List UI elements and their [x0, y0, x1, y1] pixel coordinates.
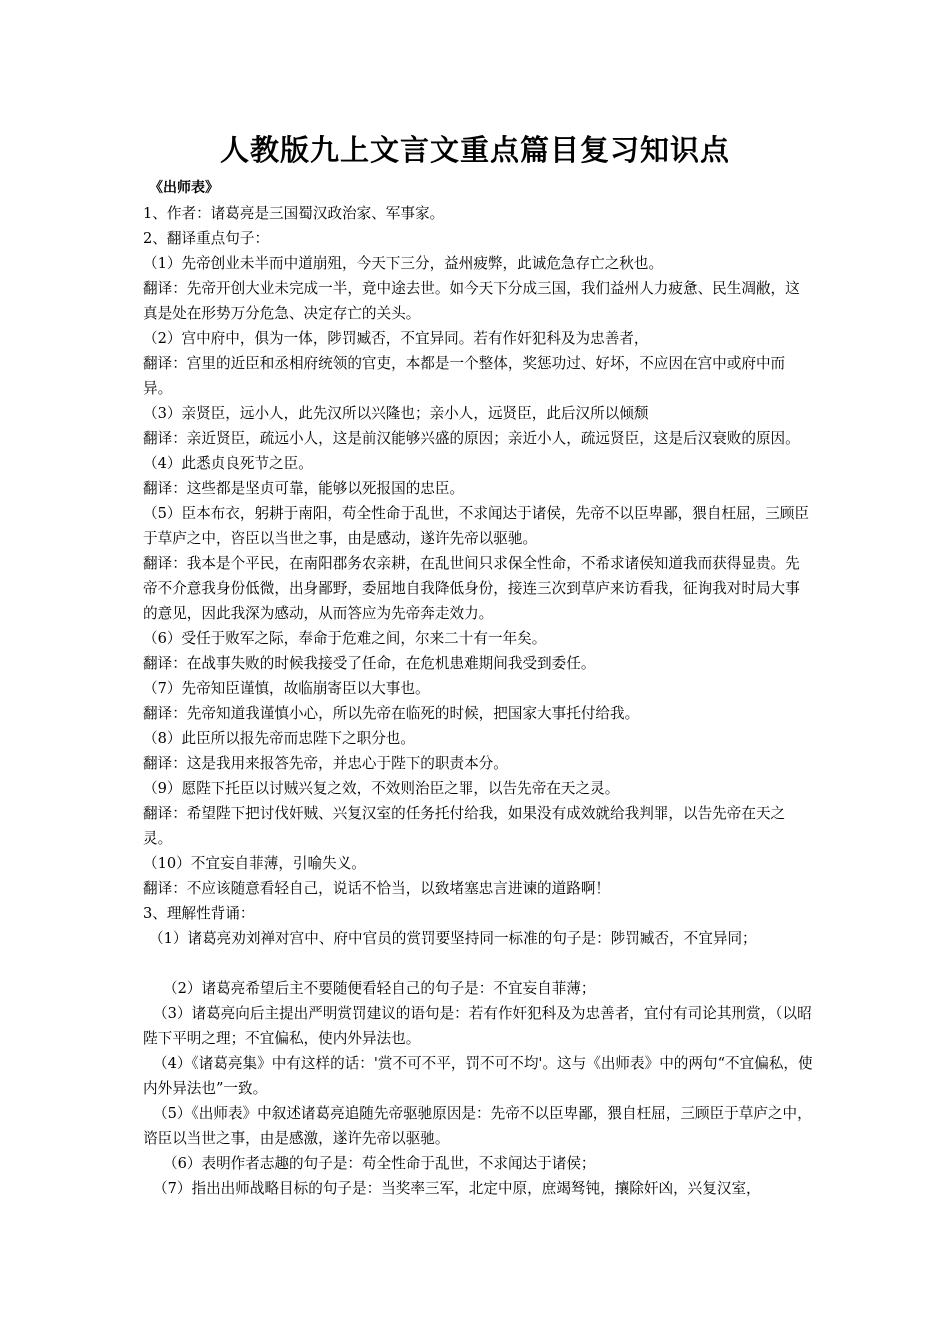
blank-line	[143, 951, 813, 976]
text-line: 翻译：在战事失败的时候我接受了任命，在危机患难期间我受到委任。	[143, 655, 596, 672]
text-line: （6）表明作者志趣的句子是：苟全性命于乱世，不求闻达于诸侯；	[163, 1155, 596, 1172]
text-line: 2、翻译重点句子：	[143, 230, 270, 247]
text-line: 翻译：这是我用来报答先帝，并忠心于陛下的职责本分。	[143, 755, 508, 772]
text-line: （5）臣本布衣，躬耕于南阳，苟全性命于乱世，不求闻达于诸侯，先帝不以臣卑鄙，猥自枉屈，三顾臣于草庐之中，咨臣以当世之事，由是感动，遂许先帝以驱驰。	[143, 505, 810, 547]
text-line: 翻译：亲近贤臣，疏远小人，这是前汉能够兴盛的原因；亲近小人，疏远贤臣，这是后汉衰败的原因。	[143, 430, 800, 447]
text-line: （3）亲贤臣，远小人，此先汉所以兴隆也；亲小人，远贤臣，此后汉所以倾颓	[143, 405, 649, 422]
text-line: （9）愿陛下托臣以讨贼兴复之效，不效则治臣之罪，以告先帝在天之灵。	[143, 780, 620, 797]
text-line: 翻译：先帝知道我谨慎小心，所以先帝在临死的时候，把国家大事托付给我。	[143, 705, 640, 722]
text-line: （7）先帝知臣谨慎，故临崩寄臣以大事也。	[143, 680, 430, 697]
text-line: 翻译：不应该随意看轻自己，说话不恰当，以致堵塞忠言进谏的道路啊！	[143, 880, 611, 897]
text-line: （3）诸葛亮向后主提出严明赏罚建议的语句是：若有作奸犯科及为忠善者，宜付有司论其刑赏，（以昭陛下平明之理；不宜偏私，使内外异法也。	[143, 1005, 812, 1047]
text-line: 翻译：这些都是坚贞可靠，能够以死报国的忠臣。	[143, 480, 465, 497]
text-line: （1）诸葛亮劝刘禅对宫中、府中官员的赏罚要坚持同一标准的句子是：陟罚臧否，不宜异同；	[149, 930, 757, 947]
text-line: （10）不宜妄自菲薄，引喻失义。	[143, 855, 366, 872]
document-body	[143, 176, 813, 1201]
text-line: （8）此臣所以报先帝而忠陛下之职分也。	[143, 730, 415, 747]
text-line: 1、作者：诸葛亮是三国蜀汉政治家、军事家。	[143, 205, 445, 222]
text-line: （2）诸葛亮希望后主不要随便看轻自己的句子是：不宜妄自菲薄；	[163, 980, 596, 997]
text-line: 翻译：先帝开创大业未完成一半，竟中途去世。如今天下分成三国，我们益州人力疲惫、民生凋敝，这真是处在形势万分危急、决定存亡的关头。	[143, 280, 800, 322]
page-title: 人教版九上文言文重点篇目复习知识点	[219, 133, 730, 167]
section-heading: 《出师表》	[149, 180, 219, 196]
text-line: （1）先帝创业未半而中道崩殂，今天下三分，益州疲弊，此诚危急存亡之秋也。	[143, 255, 664, 272]
text-line: 3、理解性背诵：	[143, 905, 255, 922]
text-line: 翻译：希望陛下把讨伐奸贼、兴复汉室的任务托付给我，如果没有成效就给我判罪，以告先帝在天之灵。	[143, 805, 786, 847]
text-line: （4）《诸葛亮集》中有这样的话：'赏不可不平，罚不可不均'。这与《出师表》中的两句“不宜偏私，使内外异法也”一致。	[143, 1055, 813, 1097]
text-line: （2）宫中府中，俱为一体，陟罚臧否，不宜异同。若有作奸犯科及为忠善者，	[143, 330, 649, 347]
text-line: （7）指出出师战略目标的句子是：当奖率三军，北定中原，庶竭驽钝，攘除奸凶，兴复汉室，	[153, 1180, 761, 1197]
text-line: （5）《出师表》中叙述诸葛亮追随先帝驱驰原因是：先帝不以臣卑鄙，猥自枉屈，三顾臣于草庐之中，谘臣以当世之事，由是感激，遂许先帝以驱驰。	[143, 1105, 812, 1147]
text-line: （4）此悉贞良死节之臣。	[143, 455, 313, 472]
text-line: 翻译：我本是个平民，在南阳郡务农亲耕，在乱世间只求保全性命，不希求诸侯知道我而获得显贵。先帝不介意我身份低微，出身鄙野，委屈地自我降低身份，接连三次到草庐来访看我，征询我对时局大事的意见，因此我深为感动，从而答应为先帝奔走效力。	[143, 555, 800, 622]
text-line: （6）受任于败军之际，奉命于危难之间，尔来二十有一年矣。	[143, 630, 547, 647]
text-line: 翻译：宫里的近臣和丞相府统领的官吏，本都是一个整体，奖惩功过、好坏，不应因在宫中或府中而异。	[143, 355, 786, 397]
